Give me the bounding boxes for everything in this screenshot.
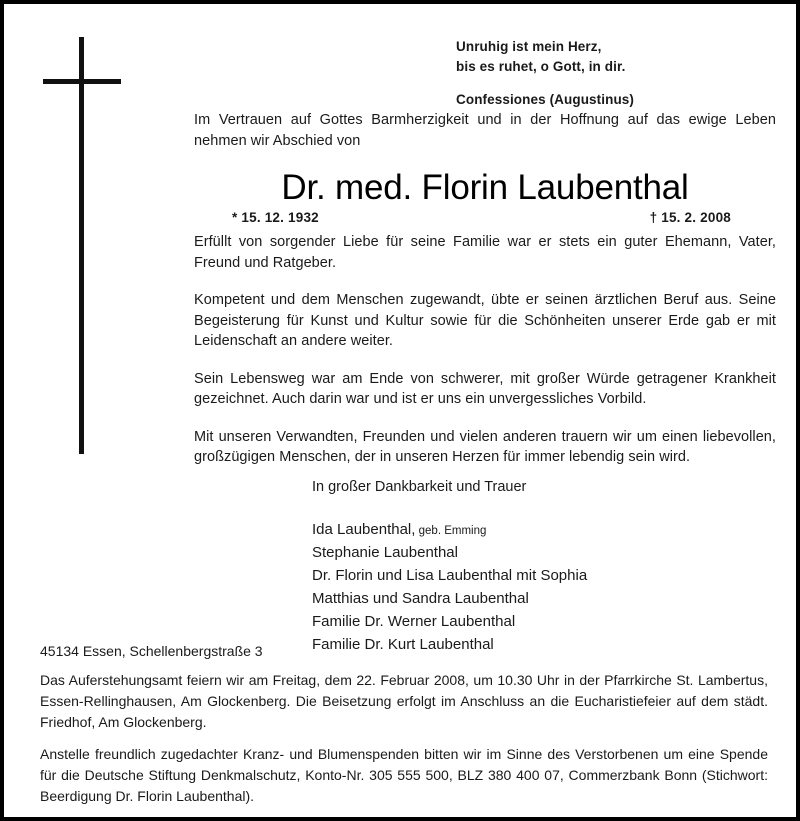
tribute-paragraph-4: Mit unseren Verwandten, Freunden und vielen anderen trauern wir um einen liebevollen, großzügigen Menschen, der in unseren Herzen für immer lebendig sein wird. bbox=[194, 428, 776, 465]
list-item bbox=[312, 634, 732, 657]
epigraph-block bbox=[456, 37, 776, 110]
mourners-block bbox=[312, 477, 732, 657]
life-dates bbox=[194, 210, 776, 232]
deceased-name: Dr. med. Florin Laubenthal bbox=[281, 168, 689, 207]
tribute-paragraph-3: Sein Lebensweg war am Ende von schwerer, mit großer Würde getragener Krankheit gezeichnet. Auch darin war und ist er uns ein unvergessliches Vorbild. bbox=[194, 370, 776, 407]
tribute-paragraph-2: Kompetent und dem Menschen zugewandt, übte er seinen ärztlichen Beruf aus. Seine Begeisterung für Kunst und Kultur sowie für die Schönheiten unserer Erde gab er mit Leidenschaft an andere weiter. bbox=[194, 292, 776, 349]
christian-cross-icon bbox=[4, 4, 184, 474]
intro-paragraph: Im Vertrauen auf Gottes Barmherzigkeit und in der Hoffnung auf das ewige Leben nehmen wir Abschied von bbox=[194, 112, 776, 149]
mourner-name: Dr. Florin und Lisa Laubenthal mit Sophia bbox=[312, 567, 588, 584]
epigraph-line-1: Unruhig ist mein Herz, bbox=[456, 39, 602, 54]
mourner-nee: geb. Emming bbox=[415, 525, 487, 537]
cross-vertical-bar bbox=[79, 37, 84, 454]
mourner-name: Ida Laubenthal, bbox=[312, 521, 416, 538]
epigraph-line-2: bis es ruhet, o Gott, in dir. bbox=[456, 59, 626, 74]
tribute-paragraph-1: Erfüllt von sorgender Liebe für seine Familie war er stets ein guter Ehemann, Vater, Freund und Ratgeber. bbox=[194, 234, 776, 271]
list-item bbox=[312, 565, 732, 588]
list-item bbox=[312, 611, 732, 634]
list-item bbox=[312, 588, 732, 611]
mourners-list bbox=[312, 519, 732, 657]
mourner-name: Familie Dr. Kurt Laubenthal bbox=[312, 636, 494, 653]
list-item bbox=[312, 519, 732, 542]
birth-date: * 15. 12. 1932 bbox=[232, 210, 319, 225]
epigraph-source: Confessiones (Augustinus) bbox=[456, 92, 635, 107]
donation-request: Anstelle freundlich zugedachter Kranz- und Blumenspenden bitten wir im Sinne des Verstorbenen um eine Spende für die Deutsche Stiftung Denkmalschutz, Konto-Nr. 305 555 500, BLZ 380 400 07, Commerzbank Bonn (Stichwort: Beerdigung Dr. Florin Laubenthal). bbox=[40, 746, 768, 804]
deceased-name-block bbox=[194, 168, 776, 232]
cross-horizontal-bar bbox=[43, 79, 121, 84]
main-text-column bbox=[194, 110, 776, 485]
mourner-name: Familie Dr. Werner Laubenthal bbox=[312, 613, 516, 630]
mourner-name: Matthias und Sandra Laubenthal bbox=[312, 590, 529, 607]
address-line: 45134 Essen, Schellenbergstraße 3 bbox=[40, 643, 263, 659]
list-item bbox=[312, 542, 732, 565]
death-date: † 15. 2. 2008 bbox=[649, 210, 731, 225]
mourners-heading: In großer Dankbarkeit und Trauer bbox=[312, 479, 527, 495]
service-details: Das Auferstehungsamt feiern wir am Freitag, dem 22. Februar 2008, um 10.30 Uhr in der Pfarrkirche St. Lambertus, Essen-Rellinghausen, Am Glockenberg. Die Beisetzung erfolgt im Anschluss an die Eucharistiefeier auf dem städt. Friedhof, Am Glockenberg. bbox=[40, 672, 768, 730]
mourner-name: Stephanie Laubenthal bbox=[312, 544, 458, 561]
